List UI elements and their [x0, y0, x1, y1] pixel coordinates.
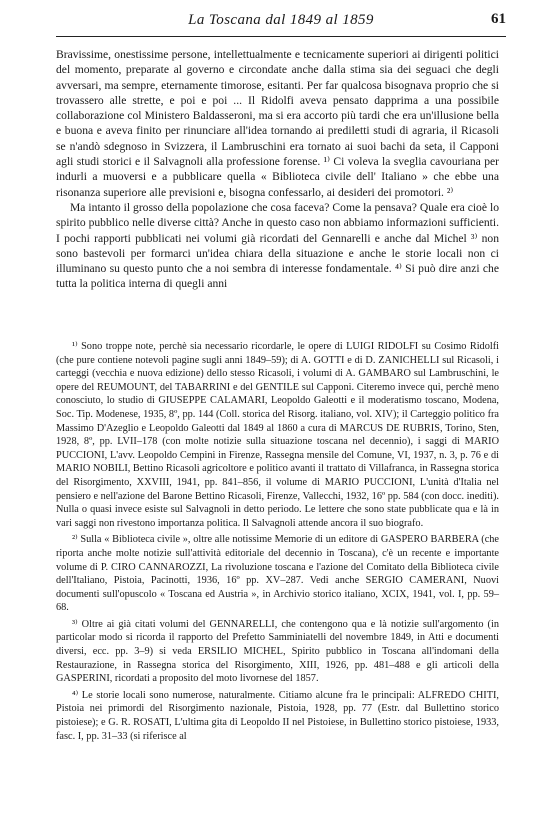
- page-header: [56, 10, 506, 37]
- footnote: ³⁾ Oltre ai già citati volumi del GENNARELLI, che contengono qua e là notizie sull'argomento (in particolar modo si ricorda il rapporto del Prefetto Samminiatelli del novembre 1849, in Atti e documenti diversi, ecc. pp. 3–9) si veda ERSILIO MICHEL, Spirito pubblico in Toscana all'indomani della Restaurazione, in Rassegna storica del Risorgimento, XIII, 1926, pp. 481–488 e gli articoli della GASPERINI, ricordati a proposito del moto livornese del 1857.: [56, 618, 499, 685]
- running-head: La Toscana dal 1849 al 1859: [188, 12, 374, 28]
- body-paragraph: Ma intanto il grosso della popolazione che cosa faceva? Come la pensava? Quale era cioè lo spirito pubblico nelle diverse città? Anche in questo caso non abbiamo informazioni sufficienti. I pochi rapporti pubblicati nei volumi già ricordati del Gennarelli e anche dal Michel ³⁾ non sono bastevoli per formarci un'idea chiara della situazione e anche le storie locali non ci illuminano su questo punto che a noi sembra di interesse fondamentale. ⁴⁾ Si può dire anzi che tutta la politica interna di quegli anni: [56, 200, 499, 291]
- body-text: [56, 47, 499, 292]
- footnotes: [56, 340, 499, 746]
- footnote: ¹⁾ Sono troppe note, perchè sia necessario ricordarle, le opere di LUIGI RIDOLFI su Cosimo Ridolfi (che pure contiene notevoli pagine sugli anni 1849–59); di A. GOTTI e di D. ZANICHELLI sul Ricasoli, i carteggi (vecchia e nuova edizione) dello stesso Ricasoli, i volumi di A. GAMBARO sul Lambruschini, le opere del REUMOUNT, del TABARRINI e del GENTILE sul Capponi. Citeremo invece qui, perchè meno conosciuto, lo studio di GIUSEPPE CALAMARI, Leopoldo Galeotti e il moderatismo toscano, Modena, Soc. Tip. Modenese, 1935, 8º, pp. 144 (Coll. storica del Risorg. italiano, vol. XIV); il Carteggio politico fra Massimo D'Azeglio e Leopoldo Galeotti dal 1849 al 1860 a cura di MARCUS DE RUBRIS, Torino, Sten, 1928, 8º, pp. LVII–178 (con molte notizie sulla situazione toscana nel decennio), i saggi di MARIO PUCCIONI, L'avv. Leopoldo Cempini in Firenze, Rassegna mensile del Comune, VI, 1937, n. 3, p. 76 e di MARIO NOBILI, Bettino Ricasoli agricoltore e politico avanti il trattato di Villafranca, in Rassegna storica del Risorgimento, XXVIII, 1941, pp. 841–856, il volume di MARIO PUCCIONI, L'unità d'Italia nel pensiero e nell'azione del Barone Bettino Ricasoli, Firenze, Vallecchi, 1932, 16º pp. 584 (con docc. inediti). Nulla o quasi invece esiste sul Salvagnoli in detto periodo. Le lettere che sono state pubblicate qua e là in vari saggi non rivestono importanza politica. Il Salvagnoli attende ancora il suo biografo.: [56, 341, 499, 529]
- footnote: ²⁾ Sulla « Biblioteca civile », oltre alle notissime Memorie di un editore di GASPERO BARBERA (che riporta anche molte notizie sull'attività editoriale del decennio in Toscana), c'è un recente e importante volume di P. CIRO CANNAROZZI, La rivoluzione toscana e l'azione del Comitato della Biblioteca civile dell'Italiano, Pistoia, Pacinotti, 1936, 16º pp. XV–287. Vedi anche SERGIO CAMERANI, Nuovi documenti sull'opuscolo « Toscana ed Austria », in Archivio storico italiano, XCIX, 1941, vol. I, pp. 59–68.: [56, 534, 499, 614]
- body-paragraph: Bravissime, onestissime persone, intellettualmente e tecnicamente superiori ai dirigenti politici del momento, preparate al governo e circondate anche dalla stima sia dei seguaci che degli avversari, ma sempre, eternamente timorose, esitanti. Per far qualcosa bisognava proprio che si trovassero alle strette, e poi e poi ... Il Ridolfi aveva pensato dapprima a una possibile collaborazione col Ministero Baldasseroni, ma si era accorto più tardi che era un'illusione bella e buona e aveva finito per rinunciare all'idea tornando ai prediletti studi di agraria, il Ricasoli se n'andò sdegnoso in Svizzera, il Lambruschini era tornato ai suoi bachi da seta, il Capponi agli studi storici e il Salvagnoli alla professione forense. ¹⁾ Ci voleva la sveglia cavouriana per indurli a muoversi e a pubblicare quella « Biblioteca civile dell' Italiano » che ebbe una risonanza superiore alle previsioni e, bisogna confessarlo, ai desideri dei promotori. ²⁾: [56, 48, 499, 199]
- footnote: ⁴⁾ Le storie locali sono numerose, naturalmente. Citiamo alcune fra le principali: ALFREDO CHITI, Pistoia nei primordi del Risorgimento nazionale, Pistoia, 1928, pp. 77 (Estr. dal Bullettino storico pistoiese); e G. R. ROSATI, L'ultima gita di Leopoldo II nel Pistoiese, in Bullettino storico pistoiese, 1933, fasc. I, pp. 31–33 (si riferisce al: [56, 689, 499, 742]
- page-number: 61: [491, 11, 506, 27]
